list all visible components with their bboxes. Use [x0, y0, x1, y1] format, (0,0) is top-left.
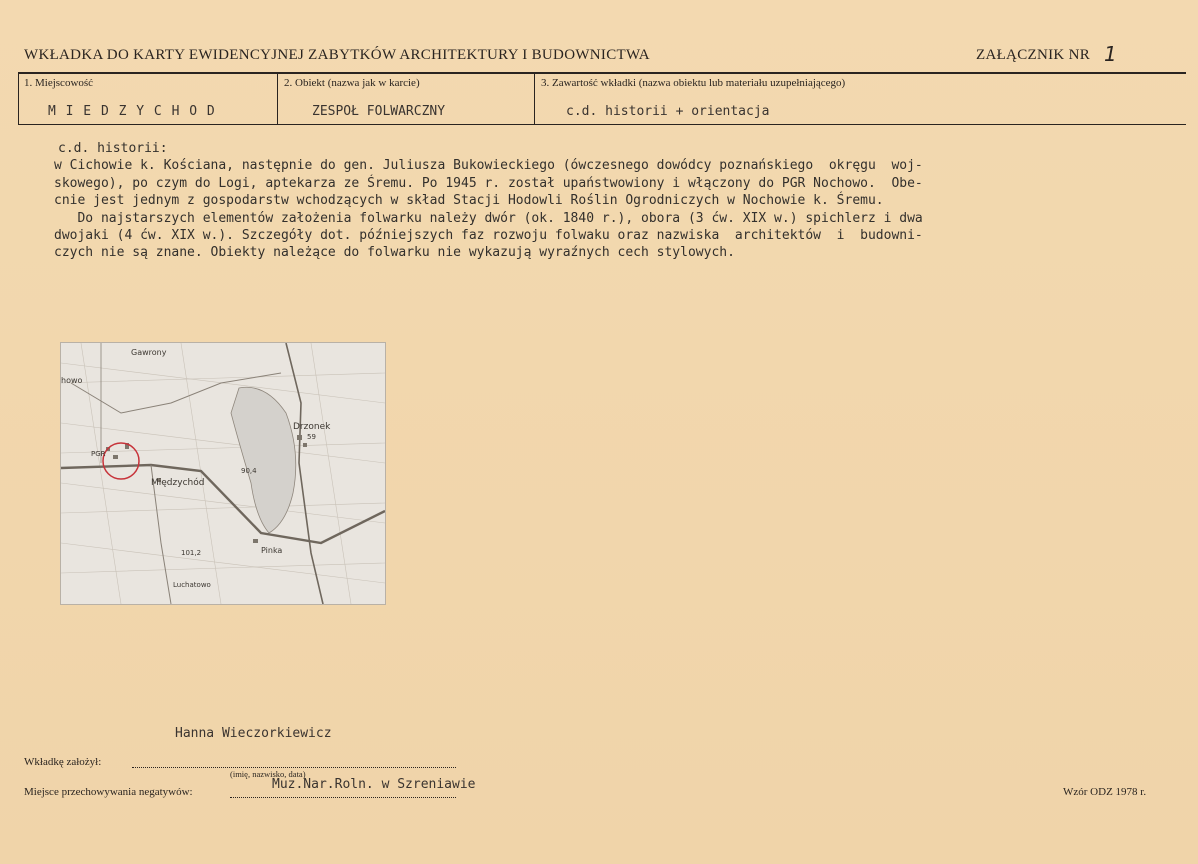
header-rule: [18, 72, 1186, 74]
locality-label: 1. Miejscowość: [24, 77, 94, 89]
text-line: dwojaki (4 ćw. XIX w.). Szczegóły dot. późniejszych faz rozwoju folwaku oraz nazwiska architektów i budowni-: [54, 228, 923, 244]
map-drawing: [61, 343, 385, 604]
author-signature: Hanna Wieczorkiewicz: [175, 726, 332, 741]
map-label: Gawrony: [131, 348, 167, 357]
form-reference: Wzór ODZ 1978 r.: [1063, 786, 1147, 798]
column-divider: [534, 74, 535, 124]
map-label: Międzychód: [151, 478, 205, 488]
section-rule: [18, 124, 1186, 125]
map-label: PGR: [91, 450, 106, 458]
map-label: howo: [61, 376, 83, 385]
text-line: skowego), po czym do Logi, aptekarza ze Śremu. Po 1945 r. został upaństwowiony i włączony do PGR Nochowo. Obe-: [54, 175, 923, 191]
location-map: [60, 342, 386, 605]
negatives-label: Miejsce przechowywania negatywów:: [24, 786, 193, 798]
negatives-value: Muz.Nar.Roln. w Szreniawie: [272, 777, 476, 792]
text-line: czych nie są znane. Obiekty należące do folwarku nie wykazują wyraźnych cech stylowych.: [54, 245, 735, 261]
created-by-line: [132, 767, 456, 768]
locality-value: M I E D Z Y C H O D: [48, 104, 216, 119]
history-text: [54, 140, 1186, 262]
map-label: Pinka: [261, 546, 283, 555]
column-divider: [277, 74, 278, 124]
negatives-line: [230, 797, 456, 798]
map-label: 101,2: [181, 549, 202, 557]
annex-label: ZAŁĄCZNIK NR: [976, 47, 1091, 63]
created-by-label: Wkładkę założył:: [24, 756, 102, 768]
map-label: Drzonek: [293, 422, 331, 432]
created-by-note: (imię, nazwisko, data): [230, 769, 306, 779]
object-value: ZESPOŁ FOLWARCZNY: [312, 104, 446, 119]
object-label: 2. Obiekt (nazwa jak w karcie): [284, 77, 420, 89]
content-label: 3. Zawartość wkładki (nazwa obiektu lub materiału uzupełniającego): [541, 77, 846, 89]
text-line: c.d. historii:: [58, 141, 168, 156]
map-label: 59: [307, 433, 316, 441]
column-divider: [18, 74, 19, 124]
document-title: WKŁADKA DO KARTY EWIDENCYJNEJ ZABYTKÓW ARCHITEKTURY I BUDOWNICTWA: [24, 47, 650, 63]
annex-number: 1: [1104, 42, 1117, 66]
text-line: Do najstarszych elementów założenia folwarku należy dwór (ok. 1840 r.), obora (3 ćw. XIX w.) spichlerz i dwa: [54, 210, 923, 226]
map-label: Luchatowo: [173, 581, 211, 589]
text-line: w Cichowie k. Kościana, następnie do gen. Juliusza Bukowieckiego (ówczesnego dowódcy poznańskiego okręgu woj-: [54, 158, 923, 174]
content-value: c.d. historii + orientacja: [566, 104, 770, 119]
map-label: 90,4: [241, 467, 257, 475]
text-line: cnie jest jednym z gospodarstw wchodzących w skład Stacji Hodowli Roślin Ogrodniczych w Nochowie k. Śremu.: [54, 193, 884, 209]
